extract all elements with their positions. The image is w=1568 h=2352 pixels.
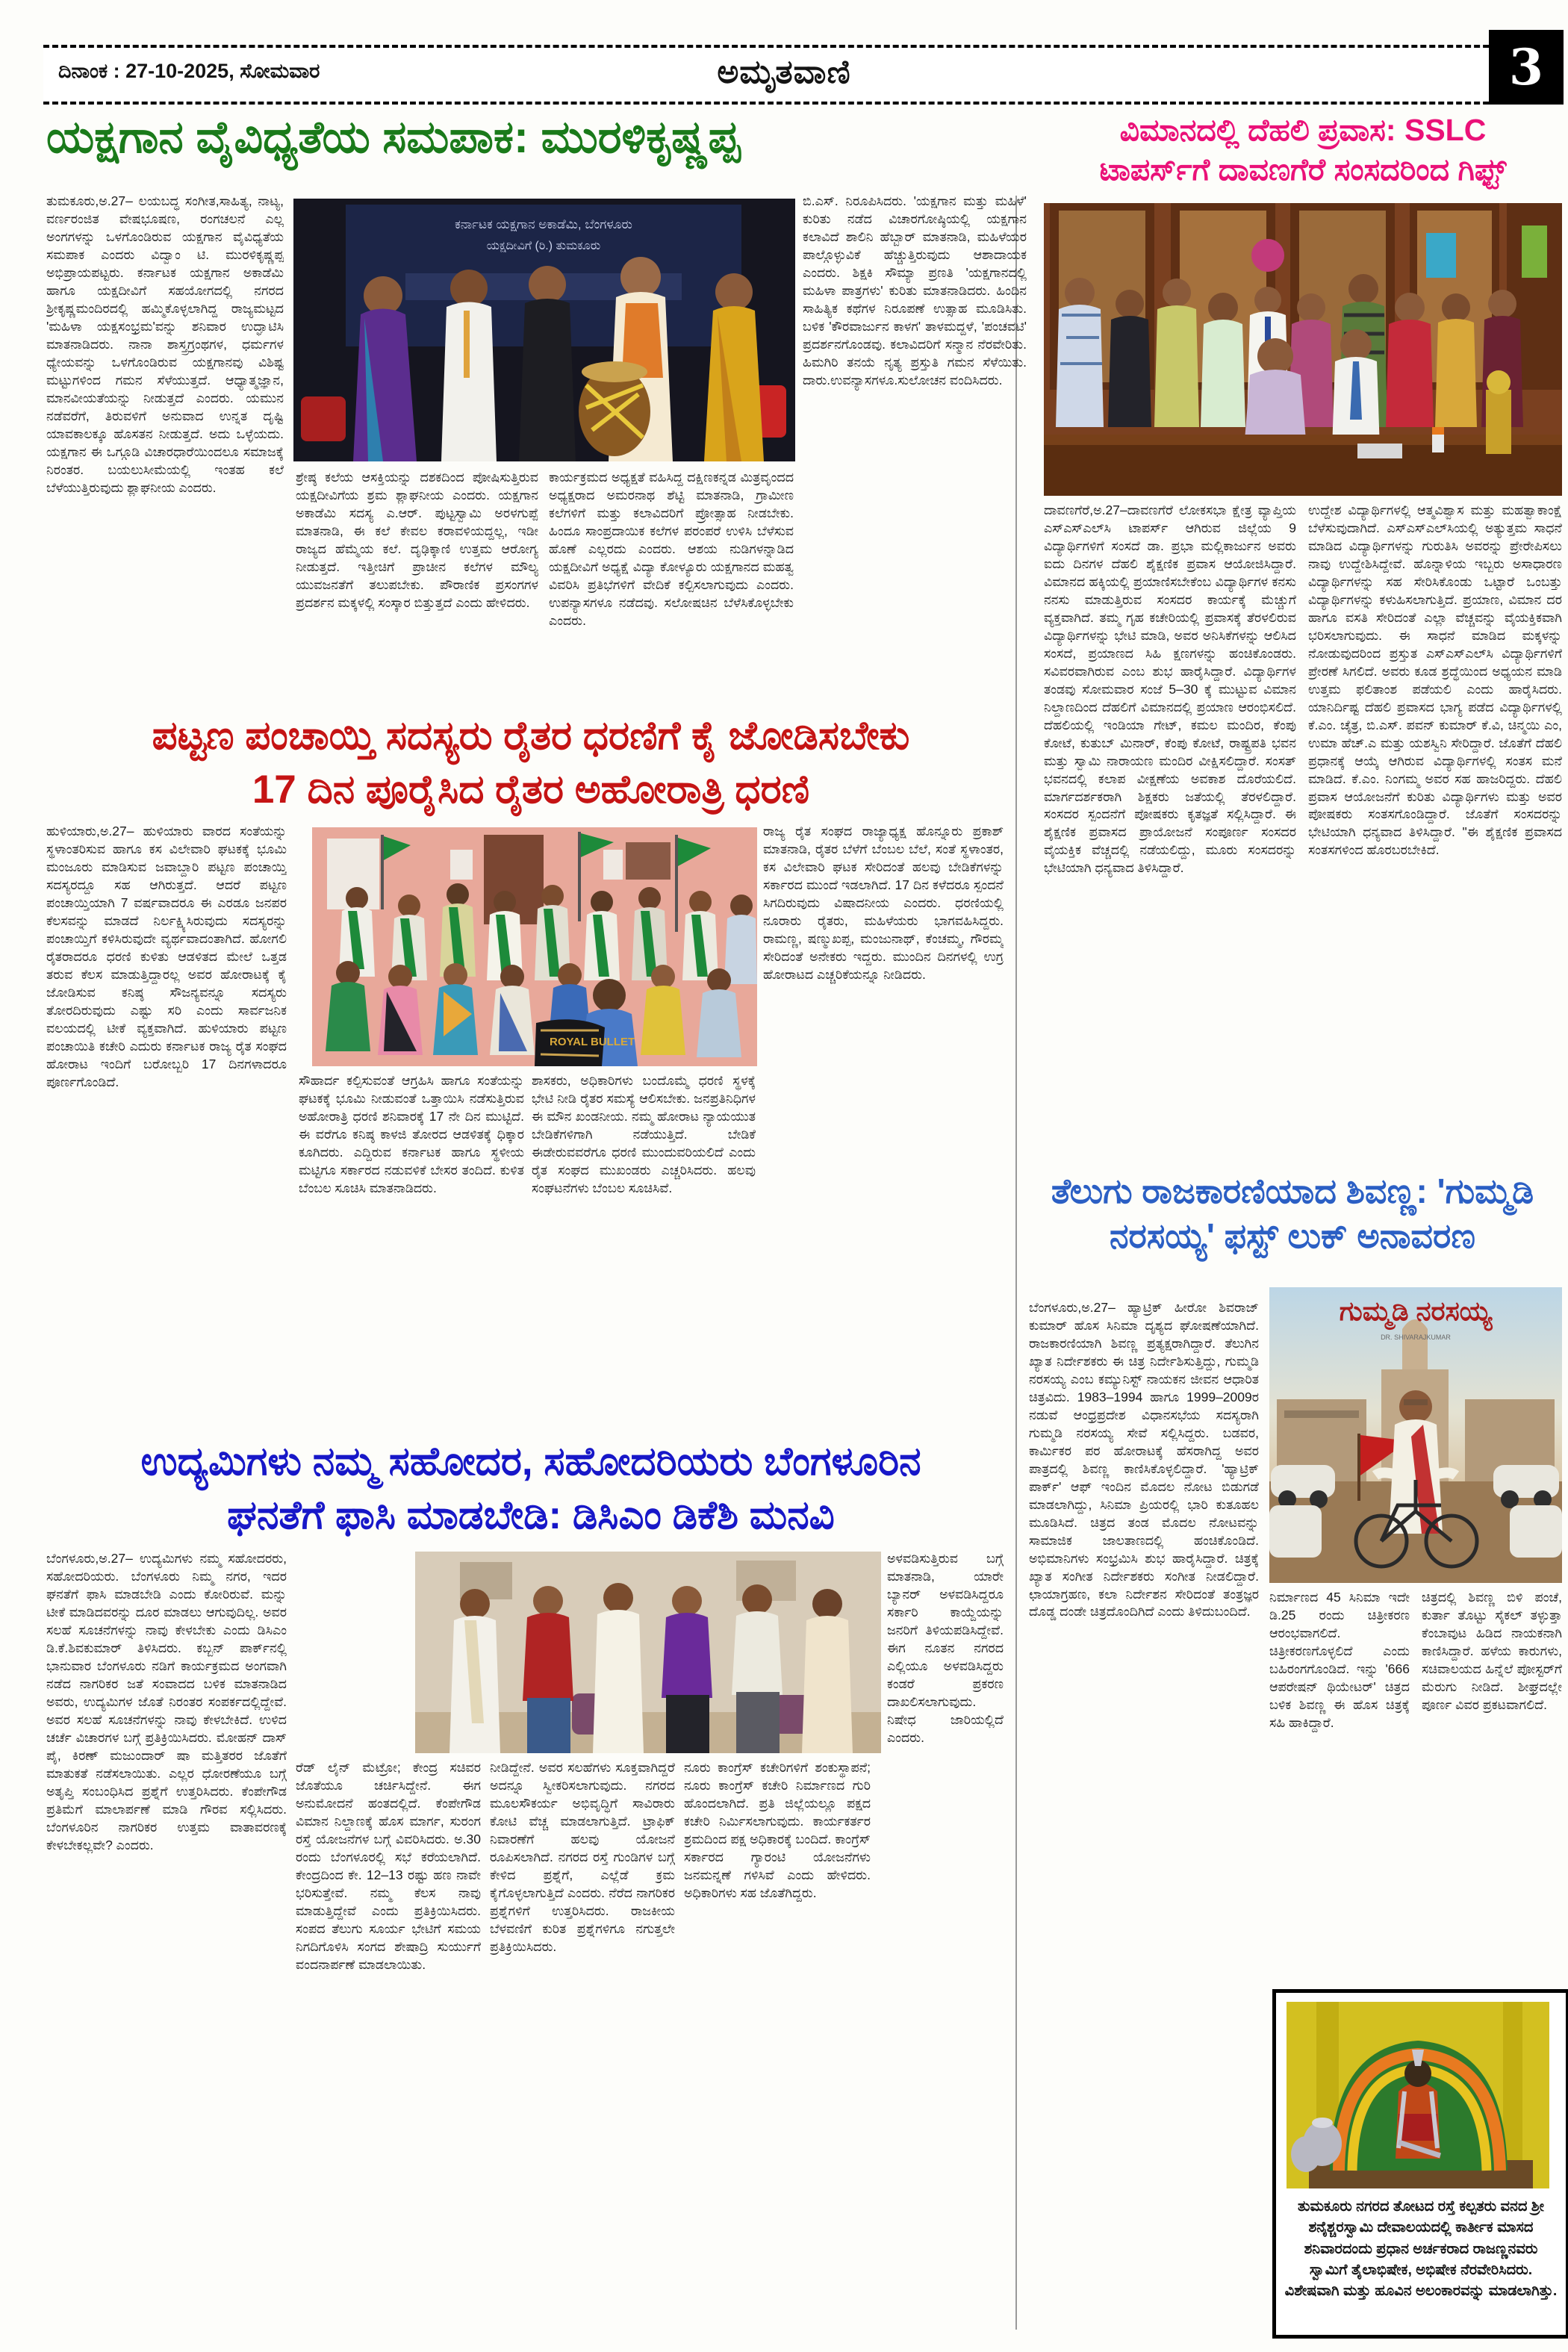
photo-dcm-meeting	[415, 1552, 881, 1753]
headline-dcm-line2: ಘನತೆಗೆ ಫಾಸಿ ಮಾಡಬೇಡಿ: ಡಿಸಿಎಂ ಡಿಕೆಶಿ ಮನವಿ	[227, 1493, 835, 1537]
headline-farmers-line1: ಪಟ್ಟಣ ಪಂಚಾಯ್ತಿ ಸದಸ್ಯರು ರೈತರ ಧರಣಿಗೆ ಕೈ ಜೋಡಿಸಬೇಕು	[152, 714, 910, 758]
headline-telugu-line2: ನರಸಯ್ಯ' ಫಸ್ಟ್ ಲುಕ್ ಅನಾವರಣ	[1109, 1216, 1475, 1255]
farmers-column-3: ಶಾಸಕರು, ಅಧಿಕಾರಿಗಳು ಬಂದೊಮ್ಮೆ ಧರಣಿ ಸ್ಥಳಕ್ಕೆ ಭೇಟಿ ನೀಡಿ ರೈತರ ಸಮಸ್ಯೆ ಆಲಿಸಬೇಕು. ಜನಪ್ರತಿನಿಧಿಗಳ ಈ ಮೌನ ಖಂಡನೀಯ. ನಮ್ಮ ಹೋರಾಟ ನ್ಯಾಯಯುತ ಬೇಡಿಕೆಗಳಿಗಾಗಿ ನಡೆಯುತ್ತಿದೆ. ಬೇಡಿಕೆ ಈಡೇರುವವರೆಗೂ ಧರಣಿ ಮುಂದುವರಿಯಲಿದೆ ಎಂದು ರೈತ ಸಂಘದ ಮುಖಂಡರು ಎಚ್ಚರಿಸಿದರು. ಹಲವು ಸಂಘಟನೆಗಳು ಬೆಂಬಲ ಸೂಚಿಸಿವೆ.	[532, 1073, 756, 1195]
headline-telugu-line1: ತೆಲುಗು ರಾಜಕಾರಣಿಯಾದ ಶಿವಣ್ಣ: 'ಗುಮ್ಮಡಿ	[1051, 1172, 1534, 1210]
headline-yakshagana: ಯಕ್ಷಗಾನ ವೈವಿಧ್ಯತೆಯ ಸಮಪಾಕ: ಮುರಳಿಕೃಷ್ಣಪ್ಪ	[46, 112, 741, 162]
date-line: ದಿನಾಂಕ : 27-10-2025, ಸೋಮವಾರ	[58, 60, 320, 82]
dcm-column-4: ನೂರು ಕಾಂಗ್ರೆಸ್ ಕಚೇರಿಗಳಿಗೆ ಶಂಕುಸ್ಥಾಪನೆ; ನೂರು ಕಾಂಗ್ರೆಸ್ ಕಚೇರಿ ನಿರ್ಮಾಣದ ಗುರಿ ಹೊಂದಲಾಗಿದೆ. ಪ್ರತಿ ಜಿಲ್ಲೆಯಲ್ಲೂ ಪಕ್ಷದ ಕಚೇರಿ ನಿರ್ಮಿಸಲಾಗುವುದು. ಕಾರ್ಯಕರ್ತರ ಶ್ರಮದಿಂದ ಪಕ್ಷ ಅಧಿಕಾರಕ್ಕೆ ಬಂದಿದೆ. ಕಾಂಗ್ರೆಸ್ ಸರ್ಕಾರದ ಗ್ಯಾರಂಟಿ ಯೋಜನೆಗಳು ಜನಮನ್ನಣೆ ಗಳಿಸಿವೆ ಎಂದು ಹೇಳಿದರು. ಅಧಿಕಾರಿಗಳು ಸಹ ಜೊತೆಗಿದ್ದರು.	[684, 1760, 871, 1900]
farmers-column-1: ಹುಳಿಯಾರು,ಅ.27– ಹುಳಿಯಾರು ವಾರದ ಸಂತೆಯನ್ನು ಸ್ಥಳಾಂತರಿಸುವ ಹಾಗೂ ಕಸ ವಿಲೇವಾರಿ ಘಟಕಕ್ಕೆ ಭೂಮಿ ಮಂಜೂರು ಮಾಡಿಸುವ ಜವಾಬ್ದಾರಿ ಪಟ್ಟಣ ಪಂಚಾಯ್ತಿ ಸದಸ್ಯರದ್ದೂ ಸಹ ಆಗಿರುತ್ತದೆ. ಆದರೆ ಪಟ್ಟಣ ಪಂಚಾಯ್ತಿಯಾಗಿ 7 ವರ್ಷವಾದರೂ ಈ ಎರಡೂ ಜನಪರ ಕೆಲಸವನ್ನು ಮಾಡದೆ ನಿರ್ಲಕ್ಷ್ಯಿಸಿರುವುದು ಸದಸ್ಯರನ್ನು ಪಂಚಾಯ್ತಿಗೆ ಕಳಿಸಿರುವುದೇ ವ್ಯರ್ಥವಾದಂತಾಗಿದೆ. ಹೋಗಲಿ ರೈತರಾದರೂ ಧರಣಿ ಕುಳಿತು ಆಡಳಿತದ ಮೇಲೆ ಒತ್ತಡ ತರುವ ಕೆಲಸ ಮಾಡುತ್ತಿದ್ದಾರಲ್ಲ ಅವರ ಹೋರಾಟಕ್ಕೆ ಕೈ ಜೋಡಿಸುವ ಕನಿಷ್ಠ ಸೌಜನ್ಯವನ್ನೂ ಸದಸ್ಯರು ತೋರದಿರುವುದು ಎಷ್ಟು ಸರಿ ಎಂದು ಸಾರ್ವಜನಿಕ ವಲಯದಲ್ಲಿ ಟೀಕೆ ವ್ಯಕ್ತವಾಗಿದೆ. ಹುಳಿಯಾರು ಪಟ್ಟಣ ಪಂಚಾಯಿತಿ ಕಚೇರಿ ಎದುರು ಕರ್ನಾಟಕ ರಾಜ್ಯ ರೈತ ಸಂಘದ ಹೋರಾಟ ಇಂದಿಗೆ ಬರೋಬ್ಬರಿ 17 ದಿನಗಳಾದರೂ ಪೂರ್ಣಗೊಂಡಿದೆ.	[46, 824, 287, 1089]
yakshagana-column-4: ಬಿ.ಎಸ್. ನಿರೂಪಿಸಿದರು. 'ಯಕ್ಷಗಾನ ಮತ್ತು ಮಹಿಳೆ' ಕುರಿತು ನಡೆದ ವಿಚಾರಗೋಷ್ಠಿಯಲ್ಲಿ ಯಕ್ಷಗಾನ ಕಲಾವಿದೆ ಶಾಲಿನಿ ಹೆಬ್ಬಾರ್ ಮಾತನಾಡಿ, ಮಹಿಳೆಯರ ಪಾಲ್ಗೊಳ್ಳುವಿಕೆ ಹೆಚ್ಚುತ್ತಿರುವುದು ಆಶಾದಾಯಕ ಎಂದರು. ಶಿಕ್ಷಕಿ ಸೌಮ್ಯಾ ಪ್ರಣತಿ 'ಯಕ್ಷಗಾನದಲ್ಲಿ ಮಹಿಳಾ ಪಾತ್ರಗಳು' ಕುರಿತು ಮಾತನಾಡಿದರು. ಹಿಂದಿನ ಸಾಹಿತ್ಯಿಕ ಕಥೆಗಳ ನಿರೂಪಣೆ ಉತ್ಸಾಹ ಮೂಡಿಸಿತು. ಬಳಿಕ 'ಕೌರವಾರ್ಜುನ ಕಾಳಗ' ತಾಳಮದ್ದಳೆ, 'ಪಂಚವಟಿ' ಪ್ರದರ್ಶನಗೊಂಡವು. ಕಲಾವಿದರಿಗೆ ಸನ್ಮಾನ ನೆರವೇರಿತು. ಹಿಮಗಿರಿ ತನಯೆ ನೃತ್ಯ ಪ್ರಸ್ತುತಿ ಗಮನ ಸೆಳೆಯಿತು. ದಾರು.ಉವನ್ಯಾಸಗಳೂ.ಸುಲೋಚನ ವಂದಿಸಿದರು.	[803, 193, 1027, 388]
telugu-column-2: ನಿರ್ಮಾಣದ 45 ಸಿನಿಮಾ ಇದೇ ಡಿ.25 ರಂದು ಚಿತ್ರೀಕರಣ ಆರಂಭವಾಗಲಿದೆ. ಚಿತ್ರೀಕರಣಗೊಳ್ಳಲಿದೆ ಎಂದು ಬಹಿರಂಗಗೊಂಡಿದೆ. ಇನ್ನು '666 ಆಪರೇಷನ್ ಥಿಯೇಟರ್' ಚಿತ್ರದ ಬಳಿಕ ಶಿವಣ್ಣ ಈ ಹೊಸ ಚಿತ್ರಕ್ಕೆ ಸಹಿ ಹಾಕಿದ್ದಾರೆ.	[1269, 1590, 1410, 1730]
headline-telugu-movie	[1020, 1169, 1565, 1259]
yakshagana-column-3: ಕಾರ್ಯಕ್ರಮದ ಅಧ್ಯಕ್ಷತೆ ವಹಿಸಿದ್ದ ದಕ್ಷಿಣಕನ್ನಡ ಮಿತ್ರವೃಂದದ ಅಧ್ಯಕ್ಷರಾದ ಅಮರನಾಥ ಶೆಟ್ಟಿ ಮಾತನಾಡಿ, ಗ್ರಾಮೀಣ ಕಲೆಗಳಿಗೆ ಮತ್ತು ಕಲಾವಿದರಿಗೆ ಪ್ರೋತ್ಸಾಹ ನೀಡಬೇಕು. ಹಿಂದೂ ಸಾಂಪ್ರದಾಯಿಕ ಕಲೆಗಳ ಪರಂಪರೆ ಉಳಿಸಿ ಬೆಳೆಸುವ ಹೊಣೆ ಎಲ್ಲರದು ಎಂದರು. ಆಶಯ ನುಡಿಗಳನ್ನಾಡಿದ ಯಕ್ಷದೀವಿಗೆ ಅಧ್ಯಕ್ಷೆ ವಿದ್ಯಾ ಕೋಳ್ಯೂರು ಯಕ್ಷಗಾನದ ಮಹತ್ವ ವಿವರಿಸಿ ಪ್ರತಿಭೆಗಳಿಗೆ ವೇದಿಕೆ ಕಲ್ಪಿಸಲಾಗುವುದು ಎಂದರು. ಉಪನ್ಯಾಸಗಳೂ ನಡೆದವು. ಸಲೋಷಚಿನ ಬೆಳೆಸಿಕೊಳ್ಳಬೇಕು ಎಂದರು.	[549, 470, 794, 628]
trophy-pillar-icon	[1486, 390, 1511, 454]
headline-farmers	[46, 709, 1015, 816]
svg-text:DR. SHIVARAJKUMAR: DR. SHIVARAJKUMAR	[1381, 1334, 1451, 1341]
telugu-column-3: ಚಿತ್ರದಲ್ಲಿ ಶಿವಣ್ಣ ಬಿಳಿ ಪಂಚೆ, ಕುರ್ತಾ ತೊಟ್ಟು ಸೈಕಲ್ ತಳ್ಳುತ್ತಾ ಕೆಂಬಾವುಟ ಹಿಡಿದ ನಾಯಕನಾಗಿ ಕಾಣಿಸಿದ್ದಾರೆ. ಹಳೆಯ ಕಾರುಗಳು, ಸಚಿವಾಲಯದ ಹಿನ್ನೆಲೆ ಪೋಸ್ಟರ್‌ಗೆ ಮೆರುಗು ನೀಡಿದೆ. ಶೀಘ್ರದಲ್ಲೇ ಪೂರ್ಣ ವಿವರ ಪ್ರಕಟವಾಗಲಿದೆ.	[1422, 1590, 1562, 1712]
headline-sslc-line2: ಟಾಪರ್ಸ್‌ಗೆ ದಾವಣಗೆರೆ ಸಂಸದರಿಂದ ಗಿಫ್ಟ್	[1099, 152, 1507, 187]
sslc-column-1: ದಾವಣಗೆರೆ,ಅ.27–ದಾವಣಗೆರೆ ಲೋಕಸಭಾ ಕ್ಷೇತ್ರ ವ್ಯಾಪ್ತಿಯ ಎಸ್‌ಎಸ್‌ಎಲ್‌ಸಿ ಟಾಪರ್ಸ್ ಆಗಿರುವ ಜಿಲ್ಲೆಯ 9 ವಿದ್ಯಾರ್ಥಿಗಳಿಗೆ ಸಂಸದೆ ಡಾ. ಪ್ರಭಾ ಮಲ್ಲಿಕಾರ್ಜುನ ಅವರು ಐದು ದಿನಗಳ ದೆಹಲಿ ಶೈಕ್ಷಣಿಕ ಪ್ರವಾಸ ಆಯೋಜಿಸಿದ್ದಾರೆ. ವಿಮಾನದ ಹಕ್ಕಿಯಲ್ಲಿ ಪ್ರಯಾಣಿಸಬೇಕೆಂಬ ವಿದ್ಯಾರ್ಥಿಗಳ ಕನಸು ನನಸು ಮಾಡುತ್ತಿರುವ ಸಂಸದರ ಕಾರ್ಯಕ್ಕೆ ಮೆಚ್ಚುಗೆ ವ್ಯಕ್ತವಾಗಿದೆ. ತಮ್ಮ ಗೃಹ ಕಚೇರಿಯಲ್ಲಿ ಪ್ರವಾಸಕ್ಕೆ ತೆರಳಲಿರುವ ವಿದ್ಯಾರ್ಥಿಗಳನ್ನು ಭೇಟಿ ಮಾಡಿ, ಅವರ ಅನಿಸಿಕೆಗಳನ್ನು ಆಲಿಸಿದ ಸಂಸದೆ, ಪ್ರಯಾಣದ ಸಿಹಿ ಕ್ಷಣಗಳನ್ನು ಹಂಚಿಕೊಂಡರು. ಸವಿವರವಾಗಿರುವ ಎಂಬ ಶುಭ ಹಾರೈಸಿದ್ದಾರೆ. ವಿದ್ಯಾರ್ಥಿಗಳ ತಂಡವು ಸೋಮವಾರ ಸಂಜೆ 5–30 ಕ್ಕೆ ಮುಟ್ಟುವ ವಿಮಾನ ನಿಲ್ದಾಣದಿಂದ ದೆಹಲಿಗೆ ವಿಮಾನದಲ್ಲಿ ಪ್ರಯಾಣ ಆರಂಭಿಸಲಿದೆ. ದೆಹಲಿಯಲ್ಲಿ ಇಂಡಿಯಾ ಗೇಟ್, ಕಮಲ ಮಂದಿರ, ಕೆಂಪು ಕೋಟೆ, ಕುತುಬ್ ಮಿನಾರ್, ಕೆಂಪು ಕೋಟೆ, ರಾಷ್ಟ್ರಪತಿ ಭವನ ಮತ್ತು ಸ್ವಾಮಿ ನಾರಾಯಣ ಮಂದಿರ ವೀಕ್ಷಿಸಲಿದ್ದಾರೆ. ಸಂಸತ್ ಭವನದಲ್ಲಿ ಕಲಾಪ ವೀಕ್ಷಣೆಯ ಅವಕಾಶ ದೊರೆಯಲಿದೆ. ಮಾರ್ಗದರ್ಶಕರಾಗಿ ಶಿಕ್ಷಕರು ಜತೆಯಲ್ಲಿ ತೆರಳಲಿದ್ದಾರೆ. ಸಂಸದರ ಸ್ಪಂದನೆಗೆ ಪೋಷಕರು ಕೃತಜ್ಞತೆ ಸಲ್ಲಿಸಿದ್ದಾರೆ. ಈ ಶೈಕ್ಷಣಿಕ ಪ್ರವಾಸದ ಪ್ರಾಯೋಜನೆ ಸಂಪೂರ್ಣ ಸಂಸದರ ವೈಯಕ್ತಿಕ ವೆಚ್ಚದಲ್ಲಿ ನಡೆಯಲಿದ್ದು, ಮೂರು ಸಂಸದರನ್ನು ಭೇಟಿಯಾಗಿ ಧನ್ಯವಾದ ತಿಳಿಸಿದ್ದಾರೆ.	[1044, 503, 1296, 876]
building-door	[484, 835, 544, 924]
farmers-column-2: ಸೌಹಾರ್ದ ಕಲ್ಪಿಸುವಂತೆ ಆಗ್ರಹಿಸಿ ಹಾಗೂ ಸಂತೆಯನ್ನು ಘಟಕಕ್ಕೆ ಭೂಮಿ ನೀಡುವಂತೆ ಒತ್ತಾಯಿಸಿ ನಡೆಸುತ್ತಿರುವ ಅಹೋರಾತ್ರಿ ಧರಣಿ ಶನಿವಾರಕ್ಕೆ 17 ನೇ ದಿನ ಮುಟ್ಟಿದೆ. ಈ ವರೆಗೂ ಕನಿಷ್ಠ ಕಾಳಜಿ ತೋರದ ಆಡಳಿತಕ್ಕೆ ಧಿಕ್ಕಾರ ಕೂಗಿದರು. ಎದ್ದಿರುವ ಕರ್ನಾಟಕ ಹಾಗೂ ಸ್ಥಳೀಯ ಮಟ್ಟಿಗೂ ಸರ್ಕಾರದ ನಡುವಳಿಕೆ ಬೇಸರ ತಂದಿದೆ. ಕುಳಿತ ಬೆಂಬಲ ಸೂಚಿಸಿ ಮಾತನಾಡಿದರು.	[299, 1073, 524, 1195]
dcm-column-2: ರೆಡ್ ಲೈನ್ ಮೆಟ್ರೋ; ಕೇಂದ್ರ ಸಚಿವರ ಜೊತೆಯೂ ಚರ್ಚಿಸಿದ್ದೇನೆ. ಈಗ ಅನುಮೋದನೆ ಹಂತದಲ್ಲಿದೆ. ಕೆಂಪೇಗೌಡ ವಿಮಾನ ನಿಲ್ದಾಣಕ್ಕೆ ಹೊಸ ಮಾರ್ಗ, ಸುರಂಗ ರಸ್ತೆ ಯೋಜನೆಗಳ ಬಗ್ಗೆ ವಿವರಿಸಿದರು. ಅ.30 ರಂದು ಬೆಂಗಳೂರಲ್ಲಿ ಸಭೆ ಕರೆಯಲಾಗಿದೆ. ಕೇಂದ್ರದಿಂದ ಕೇ. 12–13 ರಷ್ಟು ಹಣ ನಾವೇ ಭರಿಸುತ್ತೇವೆ. ನಮ್ಮ ಕೆಲಸ ನಾವು ಮಾಡುತ್ತಿದ್ದೇವೆ ಎಂದು ಪ್ರತಿಕ್ರಿಯಿಸಿದರು. ಸಂಪದ ತೆಲುಗು ಸೂರ್ಯ ಭೇಟಿಗೆ ಸಮಯ ನಿಗದಿಗೊಳಿಸಿ ಸಂಗದ ಶೇಷಾದ್ರಿ ಸುರ್ಯುಗೆ ವಂದನಾರ್ಪಣೆ ಮಾಡಲಾಯಿತು.	[296, 1760, 481, 1972]
banner-text-line1: ಕರ್ನಾಟಕ ಯಕ್ಷಗಾನ ಅಕಾಡೆಮಿ, ಬೆಂಗಳೂರು	[455, 217, 632, 231]
yakshagana-column-2: ಶ್ರೇಷ್ಠ ಕಲೆಯ ಆಸಕ್ತಿಯನ್ನು ದಶಕದಿಂದ ಪೋಷಿಸುತ್ತಿರುವ ಯಕ್ಷದೀವಿಗೆಯ ಶ್ರಮ ಶ್ಲಾಘನೀಯ ಎಂದರು. ಯಕ್ಷಗಾನ ಅಕಾಡೆಮಿ ಸದಸ್ಯ ಎ.ಆರ್. ಪುಟ್ಟಸ್ವಾಮಿ ಅರಳಗುಪ್ಪೆ ಮಾತನಾಡಿ, ಈ ಕಲೆ ಕೇವಲ ಕರಾವಳಿಯದ್ದಲ್ಲ, ಇಡೀ ರಾಜ್ಯದ ಹೆಮ್ಮೆಯ ಕಲೆ. ದೃಢಿಕ್ಕಾಣಿ ಉತ್ತಮ ಆರೋಗ್ಯ ನೀಡುತ್ತದೆ. ಇತ್ತೀಚಿಗೆ ಪ್ರಾಚೀನ ಕಲೆಗಳ ಮೌಲ್ಯ ಯುವಜನತೆಗೆ ತಲುಪಬೇಕು. ಪೌರಾಣಿಕ ಪ್ರಸಂಗಗಳ ಪ್ರದರ್ಶನ ಮಕ್ಕಳಲ್ಲಿ ಸಂಸ್ಕಾರ ಬಿತ್ತುತ್ತದೆ ಎಂದು ಹೇಳಿದರು.	[296, 470, 538, 610]
page-number: 3	[1509, 38, 1543, 96]
dcm-column-5: ಅಳವಡಿಸುತ್ತಿರುವ ಬಗ್ಗೆ ಮಾತನಾಡಿ, ಯಾರೇ ಬ್ಯಾನರ್ ಅಳವಡಿಸಿದ್ದರೂ ಸರ್ಕಾರಿ ಕಾಯ್ದೆಯನ್ನು ಜನರಿಗೆ ತಿಳಿಯಪಡಿಸಿದ್ದೇವೆ. ಈಗ ನೂತನ ನಗರದ ಎಲ್ಲಿಯೂ ಅಳವಡಿಸಿದ್ದರು ಕಂಡರೆ ಪ್ರಕರಣ ದಾಖಲಿಸಲಾಗುವುದು. ನಿಷೇಧ ಜಾರಿಯಲ್ಲಿದೆ ಎಂದರು.	[887, 1551, 1004, 1745]
yakshagana-column-1: ತುಮಕೂರು,ಅ.27– ಲಯಬದ್ಧ ಸಂಗೀತ,ಸಾಹಿತ್ಯ, ನಾಟ್ಯ, ವರ್ಣರಂಜಿತ ವೇಷಭೂಷಣ, ರಂಗಚಲನೆ ಎಲ್ಲ ಅಂಗಗಳನ್ನು ಒಳಗೊಂಡಿರುವ ಯಕ್ಷಗಾನ ವೈವಿಧ್ಯತೆಯ ಸಮಪಾಕ ಎಂದರು ವಿದ್ವಾಂ ಟಿ. ಮುರಳಿಕೃಷ್ಣಪ್ಪ ಅಭಿಪ್ರಾಯಪಟ್ಟರು. ಕರ್ನಾಟಕ ಯಕ್ಷಗಾನ ಅಕಾಡೆಮಿ ಹಾಗೂ ಯಕ್ಷದೀವಿಗೆ ಸಹಯೋಗದಲ್ಲಿ ನಗರದ ಶ್ರೀಕೃಷ್ಣಮಂದಿರದಲ್ಲಿ ಹಮ್ಮಿಕೊಳ್ಳಲಾಗಿದ್ದ ರಾಜ್ಯಮಟ್ಟದ 'ಮಹಿಳಾ ಯಕ್ಷಸಂಭ್ರಮ'ವನ್ನು ಶನಿವಾರ ಉದ್ಘಾಟಿಸಿ ಮಾತನಾಡಿದರು. ನಾನಾ ಶಾಸ್ತ್ರಗ್ರಂಥಗಳ, ಧರ್ಮಗಳ ಧ್ಯೇಯವನ್ನು ಒಳಗೊಂಡಿರುವ ಯಕ್ಷಗಾನವು ವಿಶಿಷ್ಟ ಮಟ್ಟುಗಳಿಂದ ಗಮನ ಸೆಳೆಯುತ್ತದೆ. ಆಧ್ಯಾತ್ಮಜ್ಞಾನ, ಮಾನವೀಯತೆಯನ್ನು ನೀಡುತ್ತದೆ ಎಂದರು. ಯಮುನ ನಡೆವರೆಗೆ, ತಿರುವಳಿಗೆ ಅನುವಾದ ಉನ್ನತ ದೃಷ್ಟಿ ಯಾವಕಾಲಕ್ಕೂ ಹೊಸತನ ನೀಡುತ್ತದೆ. ಅದು ಒಳ್ಳೆಯದು. ಯಕ್ಷಗಾನ ಈ ಒಗ್ಗೂಡಿ ವಿಚಾರಧಾರೆಯಿಂದಲೂ ಸಮಾಜಕ್ಕೆ ನಿರಂತರ. ಬಯಲುಸೀಮೆಯಲ್ಲಿ ಇಂತಹ ಕಲೆ ಬೆಳೆಯುತ್ತಿರುವುದು ಶ್ಲಾಘನೀಯ ಎಂದರು.	[46, 193, 284, 495]
photo-sslc-toppers-group	[1044, 203, 1562, 496]
page-number-box	[1489, 30, 1564, 105]
masthead-title: ಅಮೃತವಾಣಿ	[717, 54, 851, 90]
dcm-column-1: ಬೆಂಗಳೂರು,ಅ.27– ಉದ್ಯಮಿಗಳು ನಮ್ಮ ಸಹೋದರರು, ಸಹೋದರಿಯರು. ಬೆಂಗಳೂರು ನಿಮ್ಮ ನಗರ, ಇದರ ಘನತೆಗೆ ಫಾಸಿ ಮಾಡಬೇಡಿ ಎಂದು ಕೋರಿರುವೆ. ಮನ್ನು ಟೀಕೆ ಮಾಡಿದವರನ್ನು ದೂರ ಮಾಡಲು ಆಗುವುದಿಲ್ಲ. ಅವರ ಸಲಹೆ ಸೂಚನೆಗಳನ್ನು ನಾವು ಕೇಳಬೇಕು ಎಂದು ಡಿಸಿಎಂ ಡಿ.ಕೆ.ಶಿವಕುಮಾರ್ ತಿಳಿಸಿದರು. ಕಬ್ಬನ್ ಪಾರ್ಕ್‌ನಲ್ಲಿ ಭಾನುವಾರ ಬೆಂಗಳೂರು ನಡಿಗೆ ಕಾರ್ಯಕ್ರಮದ ಅಂಗವಾಗಿ ನಡೆದ ನಾಗರಿಕರ ಜತೆ ಸಂವಾದದ ಬಳಿಕ ಮಾತನಾಡಿದ ಅವರು, ಉದ್ಯಮಿಗಳ ಜೊತೆ ನಿರಂತರ ಸಂಪರ್ಕದಲ್ಲಿದ್ದೇವೆ. ಅವರ ಸಲಹೆ ಸೂಚನೆಗಳನ್ನು ನಾವು ಕೇಳಬೇಕಿದೆ. ಉಳಿದ ಚರ್ಚೆ ವಿಚಾರಗಳ ಬಗ್ಗೆ ಪ್ರತಿಕ್ರಿಯಿಸಿದರು. ಮೋಹನ್ ದಾಸ್ ಪೈ, ಕಿರಣ್ ಮಜುಂದಾರ್ ಷಾ ಮತ್ತಿತರರ ಜೊತೆಗೆ ಮಾತುಕತೆ ನಡೆಸಲಾಯಿತು. ಎಲ್ಲರ ಧೋರಣೆಯೂ ಬಗ್ಗೆ ಅತೃಪ್ತಿ ಸಂಬಂಧಿಸಿದ ಪ್ರಶ್ನೆಗೆ ಉತ್ತರಿಸಿದರು. ಕೆಂಪೇಗೌಡ ಪ್ರತಿಮೆಗೆ ಮಾಲಾರ್ಪಣೆ ಮಾಡಿ ಗೌರವ ಸಲ್ಲಿಸಿದರು. ಬೆಂಗಳೂರಿನ ನಾಗರಿಕರ ಉತ್ತಮ ವಾತಾವರಣಕ್ಕೆ ಕೇಳಬೇಕಲ್ಲವೇ? ಎಂದರು.	[46, 1551, 287, 1852]
headline-sslc	[1042, 111, 1564, 190]
photo-movie-poster	[1269, 1287, 1562, 1583]
idol-photo-box	[1272, 1989, 1568, 2339]
headline-dcm	[46, 1435, 1015, 1542]
sslc-column-2: ಉದ್ದೇಶ ವಿದ್ಯಾರ್ಥಿಗಳಲ್ಲಿ ಆತ್ಮವಿಶ್ವಾಸ ಮತ್ತು ಮಹತ್ವಾಕಾಂಕ್ಷೆ ಬೆಳೆಸುವುದಾಗಿದೆ. ಎಸ್‌ಎಸ್‌ಎಲ್‌ಸಿಯಲ್ಲಿ ಅತ್ಯುತ್ತಮ ಸಾಧನೆ ಮಾಡಿದ ವಿದ್ಯಾರ್ಥಿಗಳನ್ನು ಗುರುತಿಸಿ ಅವರನ್ನು ಪ್ರೇರೇಪಿಸಲು ನಾವು ಉದ್ದೇಶಿಸಿದ್ದೇವೆ. ಹೊನ್ನಾಳಿಯ ಇಬ್ಬರು ಅಸಾಧಾರಣ ವಿದ್ಯಾರ್ಥಿಗಳನ್ನು ಸಹ ಸೇರಿಸಿಕೊಂಡು ಒಟ್ಟಾರೆ ಒಂಬತ್ತು ವಿದ್ಯಾರ್ಥಿಗಳನ್ನು ಕಳುಹಿಸಲಾಗುತ್ತಿದೆ. ಪ್ರಯಾಣ, ವಿಮಾನ ದರ ಹಾಗೂ ವಸತಿ ಸೇರಿದಂತೆ ಎಲ್ಲಾ ವೆಚ್ಚವನ್ನು ವೈಯಕ್ತಿಕವಾಗಿ ಭರಿಸಲಾಗುವುದು. ಈ ಸಾಧನೆ ಮಾಡಿದ ಮಕ್ಕಳನ್ನು ನೋಡುವುದರಿಂದ ಪ್ರಸ್ತುತ ಎಸ್‌ಎಸ್‌ಎಲ್‌ಸಿ ವಿದ್ಯಾರ್ಥಿಗಳಿಗೆ ಪ್ರೇರಣೆ ಸಿಗಲಿದೆ. ಅವರು ಕೂಡ ಶ್ರದ್ಧೆಯಿಂದ ಅಧ್ಯಯನ ಮಾಡಿ ಉತ್ತಮ ಫಲಿತಾಂಶ ಪಡೆಯಲಿ ಎಂದು ಹಾರೈಸಿದರು. ಯಾನಿರ್ದಿಷ್ಟ ದೆಹಲಿ ಪ್ರವಾಸದ ಭಾಗ್ಯ ಪಡೆದ ವಿದ್ಯಾರ್ಥಿಗಳಲ್ಲಿ ಕೆ.ಎಂ. ಚೈತ್ರ, ಬಿ.ಎಸ್. ಪವನ್ ಕುಮಾರ್ ಕೆ.ವಿ, ಚಿನ್ಮಯಿ ಎಂ, ಉಮಾ ಹೆಚ್.ಎ ಮತ್ತು ಯಶಸ್ವಿನಿ ಸೇರಿದ್ದಾರೆ. ಜೊತೆಗೆ ದೆಹಲಿ ಪ್ರಧಾನಕ್ಕೆ ಆಯ್ಕೆ ಆಗಿರುವ ವಿದ್ಯಾರ್ಥಿಗಳಲ್ಲಿ ಸಂತಸ ಮನೆ ಮಾಡಿದೆ. ಕೆ.ಎಂ. ನಿಂಗಮ್ಮ ಅವರ ಸಹ ಹಾಜರಿದ್ದರು. ದೆಹಲಿ ಪ್ರವಾಸ ಆಯೋಜನೆಗೆ ಕುರಿತು ವಿದ್ಯಾರ್ಥಿಗಳು ಮತ್ತು ಅವರ ಪೋಷಕರು ಸಂತಸಗೊಂಡಿದ್ದಾರೆ. ಜೊತೆಗೆ ಸಂಸದರನ್ನು ಭೇಟಿಯಾಗಿ ಧನ್ಯವಾದ ತಿಳಿಸಿದ್ದಾರೆ. "ಈ ಶೈಕ್ಷಣಿಕ ಪ್ರವಾಸದ ಸಂತಸಗಳಿಂದ ಹೊರಬರಬೇಕಿದೆ.	[1308, 503, 1562, 858]
bag-brand-text: ROYAL BULLET	[550, 1036, 635, 1048]
photo-deity-decorated	[1287, 2002, 1549, 2188]
banner-text-line2: ಯಕ್ಷದೀವಿಗೆ (ರಿ.) ತುಮಕೂರು	[486, 240, 601, 252]
poster-title-text: ಗುಮ್ಮಡಿ ನರಸಯ್ಯ	[1339, 1295, 1493, 1326]
telugu-column-1: ಬೆಂಗಳೂರು,ಅ.27– ಹ್ಯಾಟ್ರಿಕ್ ಹೀರೋ ಶಿವರಾಜ್ ಕುಮಾರ್ ಹೊಸ ಸಿನಿಮಾ ದೃಶ್ಯದ ಘೋಷಣೆಯಾಗಿದೆ. ರಾಜಕಾರಣಿಯಾಗಿ ಶಿವಣ್ಣ ಪ್ರತ್ಯಕ್ಷರಾಗಿದ್ದಾರೆ. ತೆಲುಗಿನ ಖ್ಯಾತ ನಿರ್ದೇಶಕರು ಈ ಚಿತ್ರ ನಿರ್ದೇಶಿಸುತ್ತಿದ್ದು, ಗುಮ್ಮಡಿ ನರಸಯ್ಯ ಎಂಬ ಕಮ್ಯುನಿಸ್ಟ್ ನಾಯಕನ ಜೀವನ ಆಧಾರಿತ ಚಿತ್ರವಿದು. 1983–1994 ಹಾಗೂ 1999–2009ರ ನಡುವೆ ಆಂಧ್ರಪ್ರದೇಶ ವಿಧಾನಸಭೆಯ ಸದಸ್ಯರಾಗಿ ಗುಮ್ಮಡಿ ನರಸಯ್ಯ ಸೇವೆ ಸಲ್ಲಿಸಿದ್ದರು. ಬಡವರ, ಕಾರ್ಮಿಕರ ಪರ ಹೋರಾಟಕ್ಕೆ ಹೆಸರಾಗಿದ್ದ ಅವರ ಪಾತ್ರದಲ್ಲಿ ಶಿವಣ್ಣ ಕಾಣಿಸಿಕೊಳ್ಳಲಿದ್ದಾರೆ. 'ಹ್ಯಾಟ್ರಿಕ್ ಪಾರ್ಕ್' ಆಫ್ ಇಂದಿನ ಮೊದಲ ನೋಟ ಬಿಡುಗಡೆ ಮಾಡಲಾಗಿದ್ದು, ಸಿನಿಮಾ ಪ್ರಿಯರಲ್ಲಿ ಭಾರಿ ಕುತೂಹಲ ಮೂಡಿಸಿದೆ. ಚಿತ್ರದ ತಂಡ ಮೊದಲ ನೋಟವನ್ನು ಸಾಮಾಜಿಕ ಜಾಲತಾಣದಲ್ಲಿ ಹಂಚಿಕೊಂಡಿದೆ. ಅಭಿಮಾನಿಗಳು ಸಂಭ್ರಮಿಸಿ ಶುಭ ಹಾರೈಸಿದ್ದಾರೆ. ಚಿತ್ರಕ್ಕೆ ಖ್ಯಾತ ಸಂಗೀತ ನಿರ್ದೇಶಕರು ಸಂಗೀತ ನೀಡಲಿದ್ದಾರೆ. ಛಾಯಾಗ್ರಹಣ, ಕಲಾ ನಿರ್ದೇಶನ ಸೇರಿದಂತೆ ತಂತ್ರಜ್ಞರ ದೊಡ್ಡ ದಂಡೇ ಚಿತ್ರದೊಂದಿಗಿದೆ ಎಂದು ತಿಳಿದುಬಂದಿದೆ.	[1029, 1300, 1259, 1620]
headline-dcm-line1: ಉದ್ಯಮಿಗಳು ನಮ್ಮ ಸಹೋದರ, ಸಹೋದರಿಯರು ಬೆಂಗಳೂರಿನ	[140, 1440, 921, 1484]
headline-sslc-line1: ವಿಮಾನದಲ್ಲಿ ದೆಹಲಿ ಪ್ರವಾಸ: SSLC	[1119, 113, 1487, 147]
photo-farmers-protest	[312, 827, 757, 1066]
dcm-column-3: ನೀಡಿದ್ದೇನೆ. ಅವರ ಸಲಹೆಗಳು ಸೂಕ್ತವಾಗಿದ್ದರೆ ಅದನ್ನೂ ಸ್ವೀಕರಿಸಲಾಗುವುದು. ನಗರದ ಮೂಲಸೌಕರ್ಯ ಅಭಿವೃದ್ಧಿಗೆ ಸಾವಿರಾರು ಕೋಟಿ ವೆಚ್ಚ ಮಾಡಲಾಗುತ್ತಿದೆ. ಟ್ರಾಫಿಕ್ ನಿವಾರಣೆಗೆ ಹಲವು ಯೋಜನೆ ರೂಪಿಸಲಾಗಿದೆ. ನಗರದ ರಸ್ತೆ ಗುಂಡಿಗಳ ಬಗ್ಗೆ ಕೇಳಿದ ಪ್ರಶ್ನೆಗೆ, ಎಲ್ಲೆಡೆ ಕ್ರಮ ಕೈಗೊಳ್ಳಲಾಗುತ್ತಿದೆ ಎಂದರು. ನೆರೆದ ನಾಗರಿಕರ ಪ್ರಶ್ನೆಗಳಿಗೆ ಉತ್ತರಿಸಿದರು. ರಾಜಕೀಯ ಬೆಳವಣಿಗೆ ಕುರಿತ ಪ್ರಶ್ನೆಗಳಿಗೂ ನಗುತ್ತಲೇ ಪ್ರತಿಕ್ರಿಯಿಸಿದರು.	[490, 1760, 675, 1954]
idol-caption: ತುಮಕೂರು ನಗರದ ತೋಟದ ರಸ್ತೆ ಕಲ್ಪತರು ವನದ ಶ್ರೀ ಶನೈಶ್ಚರಸ್ವಾಮಿ ದೇವಾಲಯದಲ್ಲಿ ಕಾರ್ತೀಕ ಮಾಸದ ಶನಿವಾರದಂದು ಪ್ರಧಾನ ಅರ್ಚಕರಾದ ರಾಜಣ್ಣನವರು ಸ್ವಾಮಿಗೆ ತೈಲಾಭಿಷೇಕ, ಅಭಿಷೇಕ ನೆರವೇರಿಸಿದರು. ವಿಶೇಷವಾಗಿ ಮತ್ತು ಹೂವಿನ ಅಲಂಕಾರವನ್ನು ಮಾಡಲಾಗಿತ್ತು.	[1284, 2198, 1558, 2300]
headline-farmers-line2: 17 ದಿನ ಪೂರೈಸಿದ ರೈತರ ಅಹೋರಾತ್ರಿ ಧರಣಿ	[252, 767, 810, 812]
photo-yakshagana-event	[293, 199, 795, 461]
farmers-column-4: ರಾಜ್ಯ ರೈತ ಸಂಘದ ರಾಜ್ಯಾಧ್ಯಕ್ಷ ಹೊನ್ನೂರು ಪ್ರಕಾಶ್ ಮಾತನಾಡಿ, ರೈತರ ಬೆಳೆಗೆ ಬೆಂಬಲ ಬೆಲೆ, ಸಂತೆ ಸ್ಥಳಾಂತರ, ಕಸ ವಿಲೇವಾರಿ ಘಟಕ ಸೇರಿದಂತೆ ಹಲವು ಬೇಡಿಕೆಗಳನ್ನು ಸರ್ಕಾರದ ಮುಂದೆ ಇಡಲಾಗಿದೆ. 17 ದಿನ ಕಳೆದರೂ ಸ್ಪಂದನೆ ಸಿಗದಿರುವುದು ವಿಷಾದನೀಯ ಎಂದರು. ಧರಣಿಯಲ್ಲಿ ನೂರಾರು ರೈತರು, ಮಹಿಳೆಯರು ಭಾಗವಹಿಸಿದ್ದರು. ರಾಮಣ್ಣ, ಷಣ್ಮುಖಪ್ಪ, ಮಂಜುನಾಥ್, ಕೆಂಚಮ್ಮ, ಗೌರಮ್ಮ ಸೇರಿದಂತೆ ಅನೇಕರು ಇದ್ದರು. ಮುಂದಿನ ದಿನಗಳಲ್ಲಿ ಉಗ್ರ ಹೋರಾಟದ ಎಚ್ಚರಿಕೆಯನ್ನೂ ನೀಡಿದರು.	[763, 824, 1004, 982]
